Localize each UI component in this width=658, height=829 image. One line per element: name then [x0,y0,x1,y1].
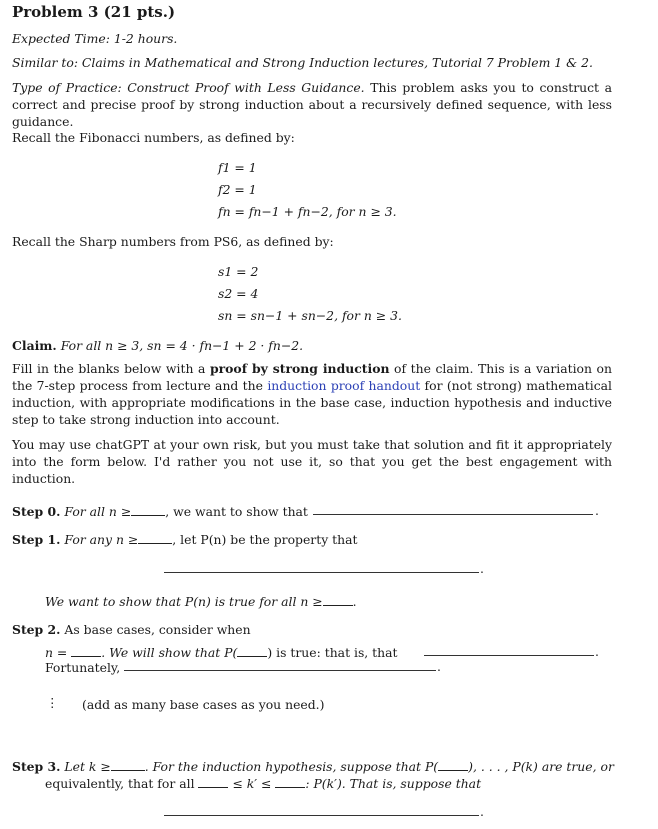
claim-text: For all n ≥ 3, sn = 4 · fn−1 + 2 · fn−2. [60,338,304,353]
instr-text-a: Fill in the blanks below with a [12,361,210,376]
sharp-line-3: sn = sn−1 + sn−2, for n ≥ 3. [218,308,402,323]
type-label: Type of Practice: Construct Proof with Less Guidance. [12,80,365,95]
step-2-blank-p[interactable] [237,644,267,657]
step-1-period: . [480,561,484,576]
sharp-line-1: s1 = 2 [218,264,259,279]
vdots-icon: ⋮ [46,695,59,710]
step-1-want: We want to show that P(n) is true for all n ≥ . [45,594,357,609]
claim [12,337,303,354]
similar-to: Similar to: Claims in Mathematical and Strong Induction lectures, Tutorial 7 Problem 1 & 2. [12,55,593,70]
step-2-n: n = [45,645,68,660]
step-1-blank-n[interactable] [138,531,172,544]
step-0-blank-statement[interactable] [313,514,593,515]
step-3-text-c: ), . . . , P(k) are true, or [468,759,614,774]
step-3-text-d: equivalently, that for all [45,776,195,791]
instr-text-b: of the claim. This is a variation on the 7-step process from lecture and the [12,361,612,393]
step-2-fortunately: Fortunately, [45,660,121,675]
step-0-blank-n[interactable] [131,503,165,516]
step-3-period: . [480,804,484,819]
step-2-text-a: As base cases, consider when [64,622,251,637]
step-1-text-b: , let P(n) be the property that [172,532,358,547]
fib-line-1: f1 = 1 [218,160,257,175]
step-3-blank-k[interactable] [111,758,145,771]
step-3-blank-p[interactable] [438,758,468,771]
step-2-more-note: (add as many base cases as you need.) [82,697,325,712]
step-0 [12,503,308,520]
sharp-intro: Recall the Sharp numbers from PS6, as defined by: [12,234,334,249]
step-1-label: Step 1. [12,532,61,547]
step-1 [12,531,357,548]
step-1-want-text: We want to show that P(n) is true for all n ≥ [45,594,323,609]
expected-time: Expected Time: 1-2 hours. [12,31,178,46]
step-2-text-b: . We will show that P( [101,645,238,660]
problem-title: Problem 3 (21 pts.) [12,3,176,21]
step-2-text-c: ) is true: that is, that [267,645,398,660]
step-3-text-f: : P(k′). That is, suppose that [305,776,482,791]
step-1-blank-start[interactable] [323,593,353,606]
step-3-text-b: . For the induction hypothesis, suppose that P( [144,759,439,774]
step-2-blank-statement[interactable] [424,655,594,656]
fib-intro: Recall the Fibonacci numbers, as defined by: [12,130,295,145]
type-of-practice [12,79,612,130]
type-description: This problem asks you to construct a correct and precise proof by strong induction about a recursively defined sequence, with less guidance. [12,80,612,129]
instr-text-c: for (not strong) mathematical induction, with appropriate modifications in the base case, induction hypothesis and inductive step to take strong induction into account. [12,378,612,427]
step-3-blank-upper[interactable] [275,775,305,788]
fib-line-2: f2 = 1 [218,182,257,197]
step-0-label: Step 0. [12,504,61,519]
step-3-blank-hypothesis[interactable] [164,815,479,816]
step-3 [12,758,614,775]
step-2-blank-fortunately[interactable] [124,670,436,671]
step-2-label: Step 2. [12,622,61,637]
step-3-text-a: Let k ≥ [64,759,111,774]
step-2-period-2: . [437,659,441,674]
step-0-period: . [595,503,599,518]
step-0-text-b: , we want to show that [165,504,308,519]
claim-label: Claim. [12,338,57,353]
step-3-text-e: ≤ k′ ≤ [232,776,272,791]
step-3-blank-lower[interactable] [198,775,228,788]
fib-line-3: fn = fn−1 + fn−2, for n ≥ 3. [218,204,397,219]
instructions-paragraph-1 [12,360,612,428]
induction-handout-link[interactable]: induction proof handout [267,378,421,393]
step-2-blank-n[interactable] [71,644,101,657]
step-0-text-a: For all n ≥ [64,504,132,519]
instr-bold: proof by strong induction [209,361,390,376]
step-1-text-a: For any n ≥ [64,532,139,547]
step-1-blank-property[interactable] [164,572,479,573]
sharp-line-2: s2 = 4 [218,286,259,301]
step-3-line-2 [45,775,481,792]
step-2-period-1: . [595,644,599,659]
step-2 [12,621,251,638]
instructions-paragraph-2: You may use chatGPT at your own risk, but you must take that solution and fit it appropriately into the form below. I'd rather you not use it, so that you get the best engagement with induction. [12,437,612,486]
step-3-label: Step 3. [12,759,61,774]
